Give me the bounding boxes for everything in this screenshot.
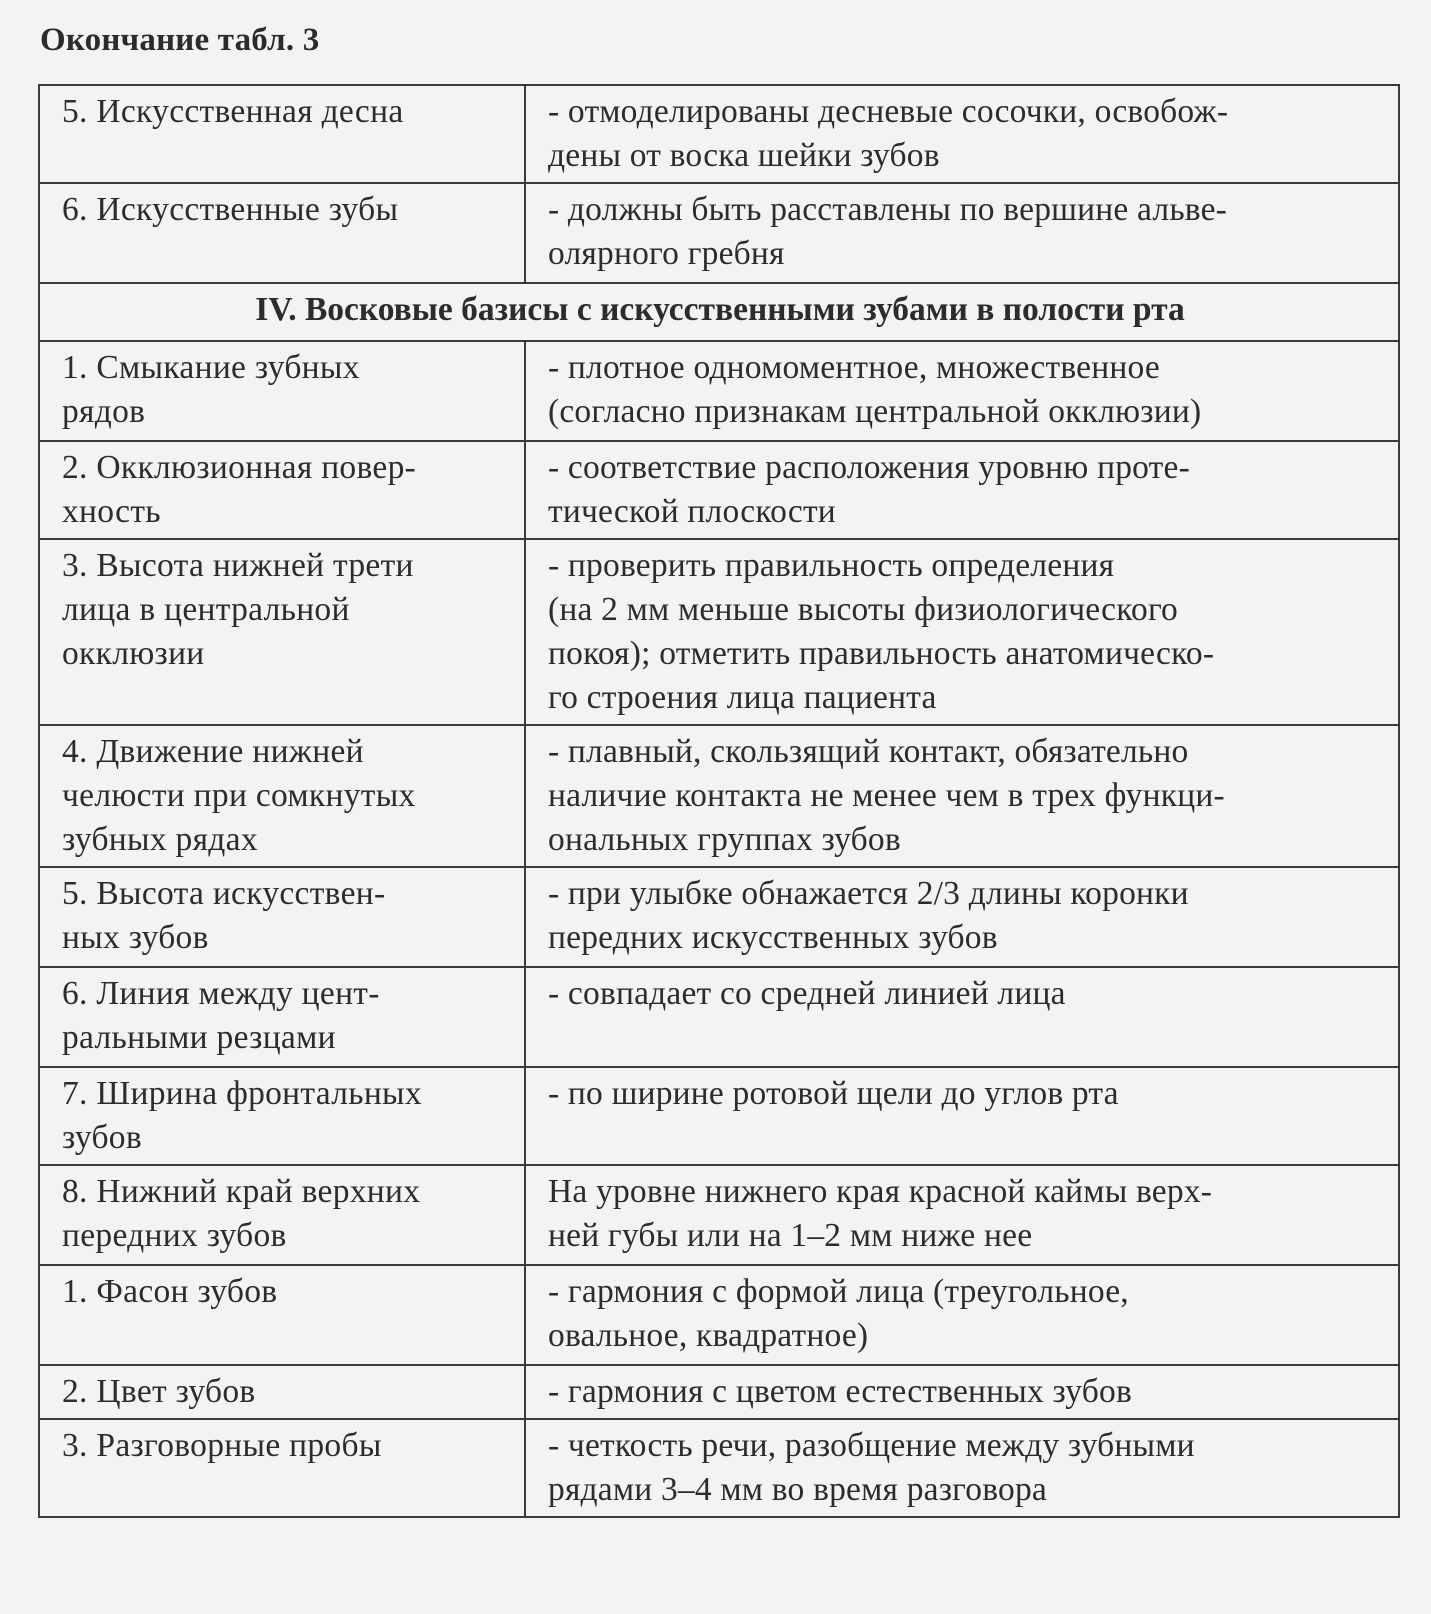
table-row xyxy=(39,1067,1399,1165)
parameter-text: 3. Разговорные пробы xyxy=(62,1427,382,1464)
parameter-cell xyxy=(39,539,525,725)
requirement-text: - при улыбке обнажается 2/3 длины коронки xyxy=(548,875,1189,912)
parameter-text: окклюзии xyxy=(62,635,205,672)
parameter-cell xyxy=(39,85,525,183)
parameter-text: 6. Линия между цент- xyxy=(62,975,380,1012)
denture-check-table xyxy=(38,84,1400,1518)
requirement-text: овальное, квадратное) xyxy=(548,1317,869,1354)
requirement-cell xyxy=(525,539,1399,725)
table-caption: Окончание табл. 3 xyxy=(40,22,320,58)
section-heading: IV. Восковые базисы с искусственными зубами в полости рта xyxy=(39,283,1399,341)
requirement-text: покоя); отметить правильность анатомическо- xyxy=(548,635,1215,672)
requirement-text: - плотное одномоментное, множественное xyxy=(548,349,1160,386)
parameter-text: хность xyxy=(62,493,161,530)
table-row xyxy=(39,539,1399,725)
requirement-text: олярного гребня xyxy=(548,235,785,272)
requirement-text: - плавный, скользящий контакт, обязательно xyxy=(548,733,1189,770)
requirement-text: - должны быть расставлены по вершине альве- xyxy=(548,191,1228,228)
requirement-cell xyxy=(525,967,1399,1067)
parameter-cell xyxy=(39,1419,525,1517)
parameter-text: зубных рядах xyxy=(62,821,258,858)
section-row xyxy=(39,283,1399,341)
requirement-cell xyxy=(525,725,1399,867)
requirement-text: рядами 3–4 мм во время разговора xyxy=(548,1471,1047,1508)
parameter-text: зубов xyxy=(62,1119,142,1156)
table-row xyxy=(39,341,1399,441)
requirement-text: - проверить правильность определения xyxy=(548,547,1115,584)
table-row xyxy=(39,1365,1399,1419)
requirement-text: - по ширине ротовой щели до углов рта xyxy=(548,1075,1119,1112)
parameter-cell xyxy=(39,1165,525,1265)
parameter-cell xyxy=(39,441,525,539)
requirement-text: (согласно признакам центральной окклюзии) xyxy=(548,393,1202,430)
requirement-text: - отмоделированы десневые сосочки, освобож- xyxy=(548,93,1229,130)
parameter-text: 1. Смыкание зубных xyxy=(62,349,360,386)
parameter-text: ных зубов xyxy=(62,919,209,956)
parameter-text: 5. Искусственная десна xyxy=(62,93,404,130)
parameter-text: 2. Окклюзионная повер- xyxy=(62,449,417,486)
requirement-text: го строения лица пациента xyxy=(548,679,937,716)
parameter-text: 3. Высота нижней трети xyxy=(62,547,414,584)
table-row xyxy=(39,1165,1399,1265)
parameter-text: 7. Ширина фронтальных xyxy=(62,1075,422,1112)
requirement-text: - совпадает со средней линией лица xyxy=(548,975,1066,1012)
requirement-cell xyxy=(525,1265,1399,1365)
requirement-text: - четкость речи, разобщение между зубными xyxy=(548,1427,1195,1464)
requirement-text: На уровне нижнего края красной каймы верх- xyxy=(548,1173,1213,1210)
parameter-cell xyxy=(39,1265,525,1365)
table-body xyxy=(39,85,1399,1517)
parameter-cell xyxy=(39,341,525,441)
requirement-cell xyxy=(525,341,1399,441)
requirement-text: тической плоскости xyxy=(548,493,836,530)
requirement-text: (на 2 мм меньше высоты физиологического xyxy=(548,591,1179,628)
parameter-cell xyxy=(39,725,525,867)
table-row xyxy=(39,441,1399,539)
parameter-text: ральными резцами xyxy=(62,1019,336,1056)
table-row xyxy=(39,183,1399,283)
requirement-cell xyxy=(525,1419,1399,1517)
requirement-cell xyxy=(525,867,1399,967)
parameter-text: 2. Цвет зубов xyxy=(62,1373,256,1410)
requirement-text: - гармония с формой лица (треугольное, xyxy=(548,1273,1129,1310)
requirement-cell xyxy=(525,1365,1399,1419)
requirement-text: дены от воска шейки зубов xyxy=(548,137,940,174)
requirement-cell xyxy=(525,1067,1399,1165)
parameter-cell xyxy=(39,967,525,1067)
parameter-text: 6. Искусственные зубы xyxy=(62,191,399,228)
requirement-cell xyxy=(525,85,1399,183)
requirement-cell xyxy=(525,441,1399,539)
table-row xyxy=(39,85,1399,183)
requirement-text: наличие контакта не менее чем в трех функци- xyxy=(548,777,1225,814)
table-row xyxy=(39,725,1399,867)
table-row xyxy=(39,1265,1399,1365)
parameter-cell xyxy=(39,183,525,283)
table-row xyxy=(39,867,1399,967)
requirement-text: - гармония с цветом естественных зубов xyxy=(548,1373,1132,1410)
parameter-cell xyxy=(39,1365,525,1419)
parameter-cell xyxy=(39,867,525,967)
parameter-text: лица в центральной xyxy=(62,591,350,628)
parameter-text: челюсти при сомкнутых xyxy=(62,777,416,814)
requirement-cell xyxy=(525,1165,1399,1265)
table-row xyxy=(39,1419,1399,1517)
requirement-text: ональных группах зубов xyxy=(548,821,901,858)
parameter-text: 5. Высота искусствен- xyxy=(62,875,386,912)
requirement-text: ней губы или на 1–2 мм ниже нее xyxy=(548,1217,1033,1254)
table-row xyxy=(39,967,1399,1067)
requirement-cell xyxy=(525,183,1399,283)
parameter-text: передних зубов xyxy=(62,1217,287,1254)
parameter-text: 1. Фасон зубов xyxy=(62,1273,278,1310)
parameter-text: 4. Движение нижней xyxy=(62,733,364,770)
parameter-text: рядов xyxy=(62,393,146,430)
parameter-text: 8. Нижний край верхних xyxy=(62,1173,421,1210)
requirement-text: передних искусственных зубов xyxy=(548,919,998,956)
requirement-text: - соответствие расположения уровню проте- xyxy=(548,449,1190,486)
parameter-cell xyxy=(39,1067,525,1165)
